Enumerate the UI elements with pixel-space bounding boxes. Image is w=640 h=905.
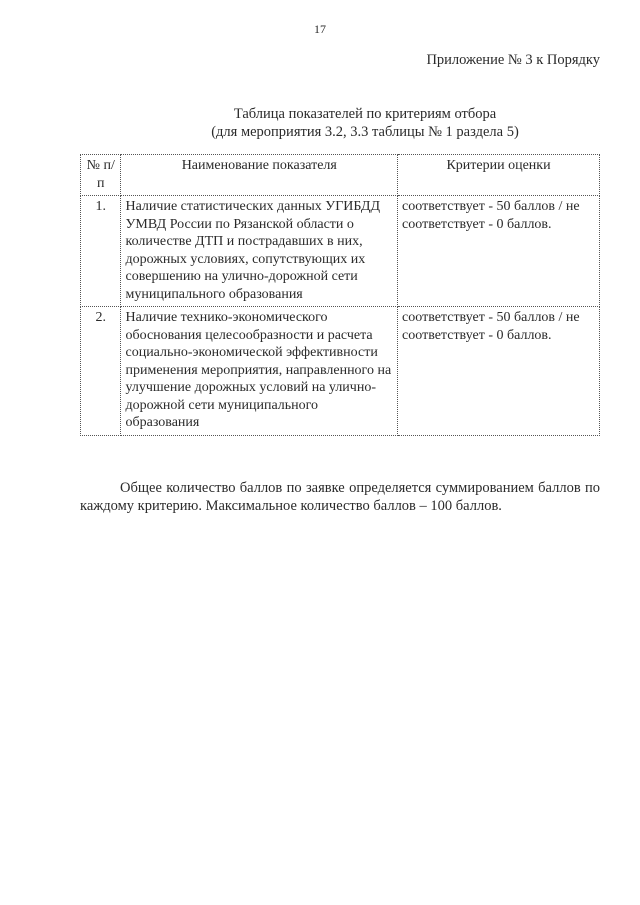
header-criteria: Критерии оценки bbox=[398, 155, 600, 196]
row-indicator-name: Наличие технико-экономического обоснования целесообразности и расчета социально-экономической эффективности применения мероприятия, направленного на улучшение дорожных условий на улично-дорожной сети муниципального образования bbox=[121, 307, 398, 436]
table-row bbox=[81, 196, 600, 307]
summary-paragraph: Общее количество баллов по заявке определяется суммированием баллов по каждому критерию. Максимальное количество баллов – 100 баллов. bbox=[80, 480, 600, 514]
table-header-row bbox=[81, 155, 600, 196]
row-number: 1. bbox=[81, 196, 121, 307]
page-number: 17 bbox=[314, 22, 326, 36]
table-title-line-2: (для мероприятия 3.2, 3.3 таблицы № 1 раздела 5) bbox=[211, 124, 519, 140]
row-criteria: соответствует - 50 баллов / не соответствует - 0 баллов. bbox=[398, 196, 600, 307]
appendix-label: Приложение № 3 к Порядку bbox=[426, 52, 600, 68]
row-number: 2. bbox=[81, 307, 121, 436]
header-number: № п/п bbox=[81, 155, 121, 196]
table-title-line-1: Таблица показателей по критериям отбора bbox=[233, 106, 497, 122]
header-indicator-name: Наименование показателя bbox=[121, 155, 398, 196]
table-title bbox=[200, 105, 530, 141]
table-row bbox=[81, 307, 600, 436]
row-criteria: соответствует - 50 баллов / не соответствует - 0 баллов. bbox=[398, 307, 600, 436]
criteria-table bbox=[80, 154, 600, 436]
row-indicator-name: Наличие статистических данных УГИБДД УМВД России по Рязанской области о количестве ДТП и пострадавших в них, дорожных условиях, сопутствующих их совершению на улично-дорожной сети муниципального образования bbox=[121, 196, 398, 307]
